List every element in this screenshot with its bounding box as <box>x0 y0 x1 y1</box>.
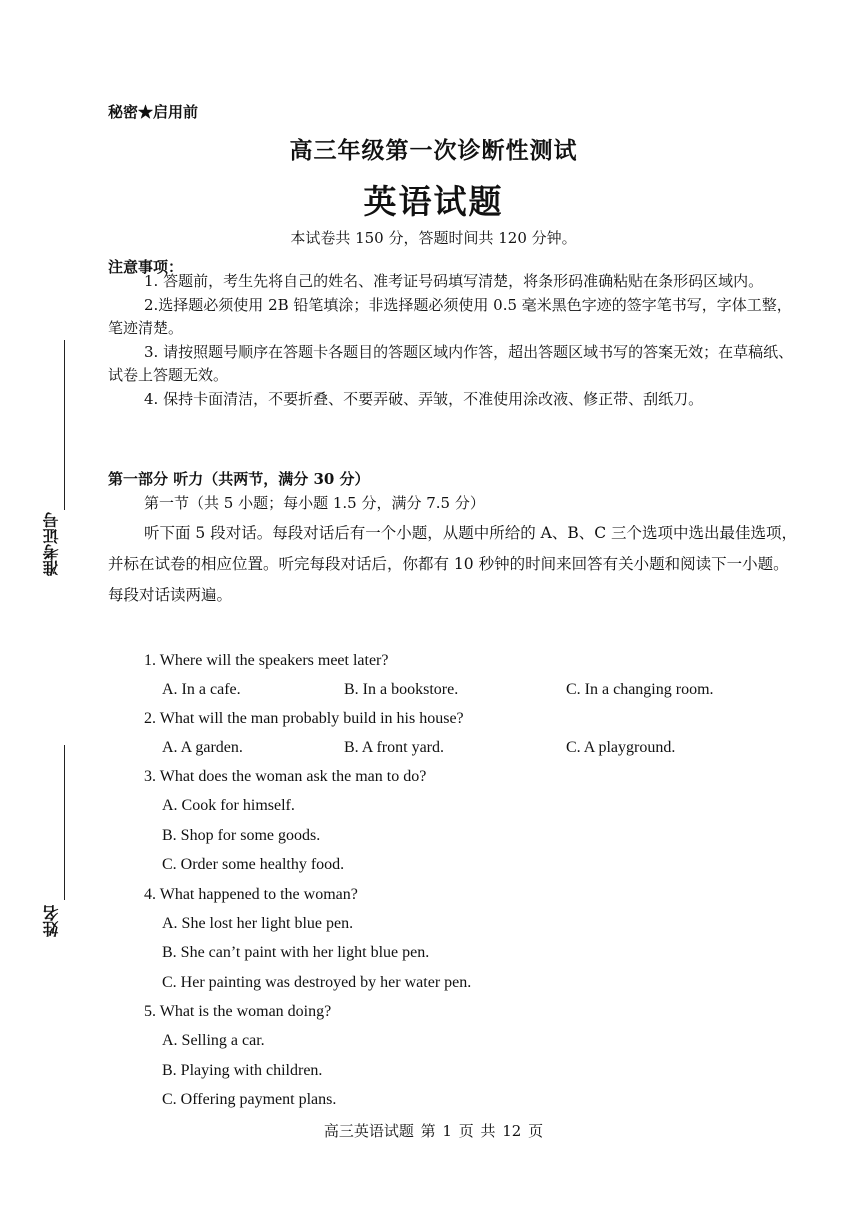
question-stem: 3. What does the woman ask the man to do? <box>144 768 427 785</box>
option-a: A. A garden. <box>162 739 243 756</box>
notice-heading: 注意事项： <box>108 258 184 276</box>
option-b: B. A front yard. <box>344 739 444 756</box>
question-3 <box>144 762 804 880</box>
name-line <box>64 745 65 900</box>
notice-item: 2.选择题必须使用 2B 铅笔填涂；非选择题必须使用 0.5 毫米黑色字迹的签字笔书写，字体工整，笔迹清楚。 <box>108 295 792 337</box>
section-heading: 第一节（共 5 小题；每小题 1.5 分，满分 7.5 分） <box>144 494 485 512</box>
question-stem: 2. What will the man probably build in his house? <box>144 710 464 727</box>
question-stem: 4. What happened to the woman? <box>144 885 358 903</box>
option-c: C. In a changing room. <box>566 681 714 698</box>
page-footer: 高三英语试题 第 1 页 共 12 页 <box>323 1122 544 1140</box>
option-c: C. Order some healthy food. <box>162 856 345 873</box>
option-row <box>144 733 804 762</box>
notice-item: 1. 答题前，考生先将自己的姓名、准考证号码填写清楚，将条形码准确粘贴在条形码区域内。 <box>144 272 764 290</box>
option-a: A. In a cafe. <box>162 681 241 698</box>
option-b: B. In a bookstore. <box>344 681 459 698</box>
option-a: A. Selling a car. <box>162 1032 265 1049</box>
notice-item: 3. 请按照题号顺序在答题卡各题目的答题区域内作答，超出答题区域书写的答案无效；在草稿纸、试卷上答题无效。 <box>108 342 794 384</box>
option-b: B. Playing with children. <box>162 1061 323 1079</box>
notice-item: 4. 保持卡面清洁，不要折叠、不要弄破、弄皱，不准使用涂改液、修正带、刮纸刀。 <box>144 389 704 408</box>
option-a: A. Cook for himself. <box>162 797 295 814</box>
question-stem: 5. What is the woman doing? <box>144 1003 332 1020</box>
option-b: B. She can’t paint with her light blue pen. <box>162 944 430 961</box>
option-c: C. Her painting was destroyed by her water pen. <box>162 973 472 991</box>
question-1 <box>144 646 804 704</box>
exam-title: 高三年级第一次诊断性测试 <box>289 137 578 164</box>
part-heading: 第一部分 听力（共两节，满分 30 分） <box>108 470 370 488</box>
notice-list <box>108 270 800 411</box>
confidential-mark: 秘密★启用前 <box>108 103 199 121</box>
name-label: 姓名 <box>42 905 61 937</box>
question-stem: 1. Where will the speakers meet later? <box>144 652 389 669</box>
subject-title: 英语试题 <box>363 182 504 221</box>
listening-instructions: 听下面 5 段对话。每段对话后有一个小题，从题中所给的 A、B、C 三个选项中选出最佳选项，并标在试卷的相应位置。听完每段对话后，你都有 10 秒钟的时间来回答有关小题和阅读下一小题。每段对话读两遍。 <box>108 524 798 604</box>
option-a: A. She lost her light blue pen. <box>162 914 354 932</box>
option-c: C. Offering payment plans. <box>162 1091 337 1108</box>
option-c: C. A playground. <box>566 739 676 756</box>
question-5 <box>144 997 804 1115</box>
exam-id-label: 准考证号 <box>42 512 61 576</box>
exam-info: 本试卷共 150 分，答题时间共 120 分钟。 <box>290 229 577 247</box>
question-list <box>144 646 804 1115</box>
option-row <box>144 675 804 704</box>
question-2 <box>144 704 804 762</box>
exam-id-line <box>64 340 65 510</box>
question-4 <box>144 880 804 998</box>
option-b: B. Shop for some goods. <box>162 826 321 844</box>
